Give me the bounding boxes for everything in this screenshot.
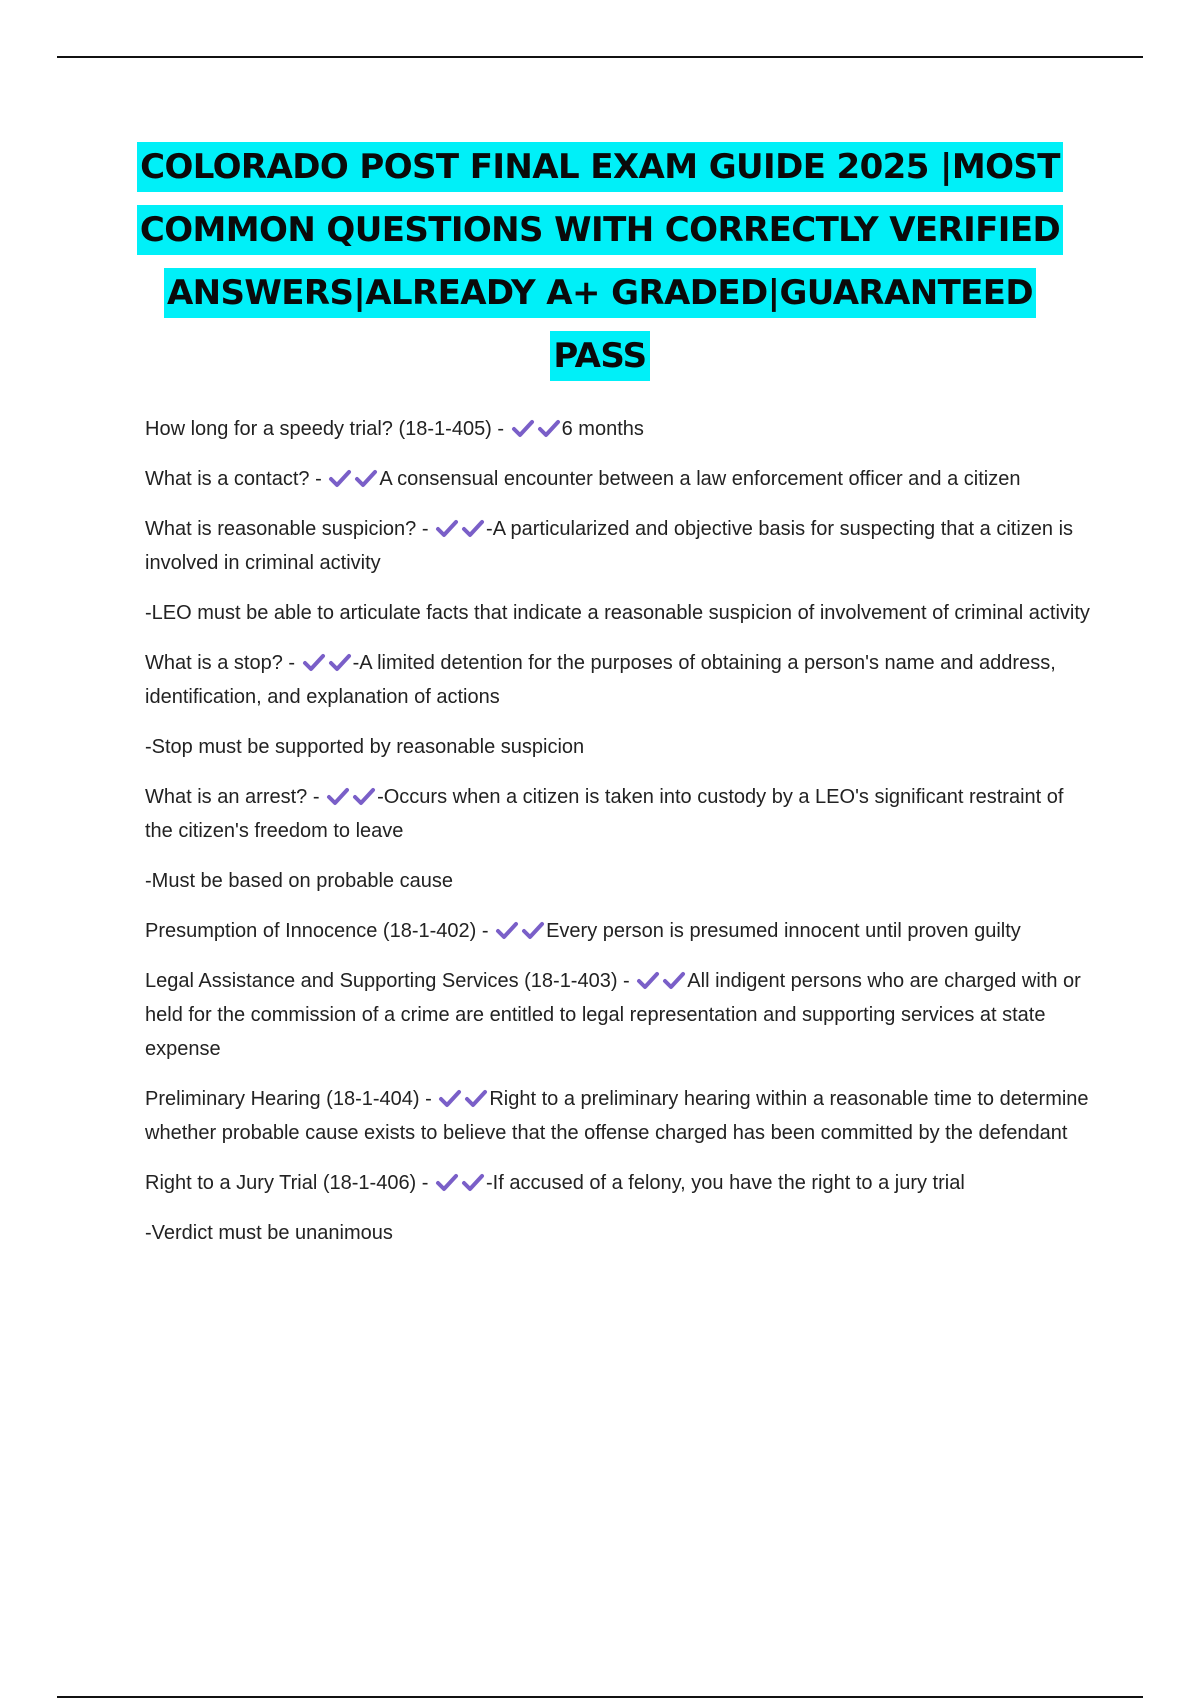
qa-entry: [145, 1166, 1095, 1200]
title-line: COLORADO POST FINAL EXAM GUIDE 2025 |MOST: [137, 142, 1063, 192]
note-text: -Must be based on probable cause: [145, 870, 453, 892]
checkmark-icon: [438, 1088, 462, 1108]
checkmark-icon: [464, 1088, 488, 1108]
checkmark-icon: [354, 468, 378, 488]
checkmark-icon: [435, 518, 459, 538]
answer-text: -If accused of a felony, you have the right to a jury trial: [486, 1172, 965, 1194]
qa-entry: [145, 646, 1095, 714]
checkmark-icon: [537, 418, 561, 438]
answer-text: Every person is presumed innocent until proven guilty: [546, 920, 1021, 942]
note-entry: [145, 730, 1095, 764]
checkmark-icon: [636, 970, 660, 990]
qa-entry: [145, 1082, 1095, 1150]
checkmark-icon: [521, 920, 545, 940]
question-text: What is a contact? -: [145, 468, 322, 490]
top-rule: [57, 56, 1143, 58]
checkmark-icon: [435, 1172, 459, 1192]
checkmark-icon: [461, 1172, 485, 1192]
title-line: COMMON QUESTIONS WITH CORRECTLY VERIFIED: [137, 205, 1063, 255]
note-text: -Stop must be supported by reasonable suspicion: [145, 736, 585, 758]
checkmark-icon: [511, 418, 535, 438]
question-text: Presumption of Innocence (18-1-402) -: [145, 920, 489, 942]
question-text: Preliminary Hearing (18-1-404) -: [145, 1088, 432, 1110]
note-entry: [145, 1216, 1095, 1250]
title-line: ANSWERS|ALREADY A+ GRADED|GUARANTEED: [164, 268, 1036, 318]
answer-text: A consensual encounter between a law enforcement officer and a citizen: [379, 468, 1021, 490]
checkmark-icon: [328, 652, 352, 672]
checkmark-icon: [326, 786, 350, 806]
note-text: -Verdict must be unanimous: [145, 1222, 393, 1244]
note-text: -LEO must be able to articulate facts that indicate a reasonable suspicion of involvement of criminal activity: [145, 602, 1090, 624]
qa-entry: [145, 964, 1095, 1066]
note-entry: [145, 596, 1095, 630]
answer-text: All indigent persons who are charged with or held for the commission of a crime are entitled to legal representation and supporting services at state expense: [145, 970, 1081, 1060]
qa-entry: [145, 914, 1095, 948]
checkmark-icon: [352, 786, 376, 806]
checkmark-icon: [461, 518, 485, 538]
answer-text: Right to a preliminary hearing within a reasonable time to determine whether probable cause exists to believe that the offense charged has been committed by the defendant: [145, 1088, 1089, 1144]
checkmark-icon: [328, 468, 352, 488]
question-text: What is a stop? -: [145, 652, 296, 674]
qa-list: [145, 412, 1095, 1266]
question-text: Right to a Jury Trial (18-1-406) -: [145, 1172, 429, 1194]
bottom-rule: [57, 1696, 1143, 1698]
title-line: PASS: [550, 331, 649, 381]
question-text: What is reasonable suspicion? -: [145, 518, 429, 540]
answer-text: -A particularized and objective basis for suspecting that a citizen is involved in criminal activity: [145, 518, 1074, 574]
question-text: What is an arrest? -: [145, 786, 320, 808]
checkmark-icon: [495, 920, 519, 940]
answer-text: -Occurs when a citizen is taken into custody by a LEO's significant restraint of the citizen's freedom to leave: [145, 786, 1064, 842]
qa-entry: [145, 462, 1095, 496]
document-title: [100, 142, 1100, 394]
checkmark-icon: [302, 652, 326, 672]
checkmark-icon: [662, 970, 686, 990]
qa-entry: [145, 780, 1095, 848]
question-text: Legal Assistance and Supporting Services (18-1-403) -: [145, 970, 630, 992]
note-entry: [145, 864, 1095, 898]
question-text: How long for a speedy trial? (18-1-405) -: [145, 418, 505, 440]
qa-entry: [145, 512, 1095, 580]
answer-text: 6 months: [561, 418, 644, 440]
answer-text: -A limited detention for the purposes of obtaining a person's name and address, identification, and explanation of actions: [145, 652, 1056, 708]
qa-entry: [145, 412, 1095, 446]
